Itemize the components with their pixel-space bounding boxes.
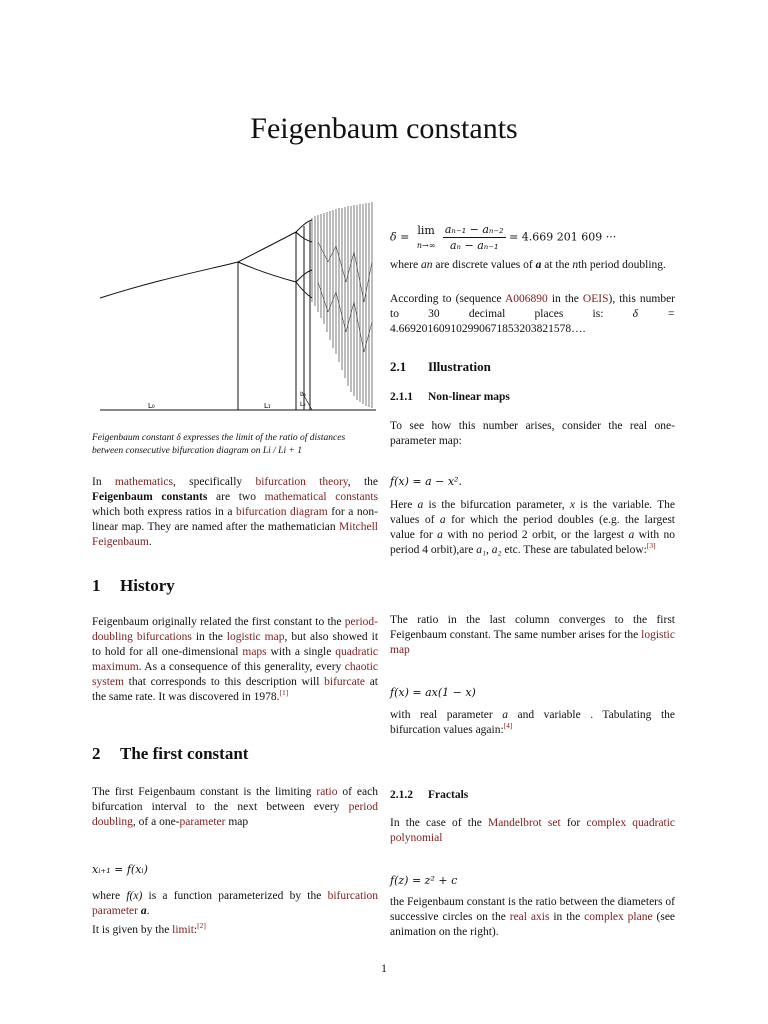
link-complex-plane[interactable]: complex plane (584, 911, 653, 923)
logistic-equation: f(x) = ax(1 − x) (390, 686, 476, 699)
link-logistic-map[interactable]: logistic map (226, 631, 285, 643)
link-ratio[interactable]: ratio (316, 786, 338, 798)
mandelbrot-paragraph: In the case of the Mandelbrot set for complex quadratic polynomial (390, 817, 676, 844)
link-a006890[interactable]: A006890 (504, 293, 548, 305)
page-number: 1 (381, 961, 387, 975)
first-constant-paragraph: The first Feigenbaum constant is the limiting ratio of each bifurcation interval to the next between every period doubling, of a one-parameter map (92, 786, 378, 828)
link-bifurcation-parameter[interactable]: bifurcation parameter (92, 890, 379, 917)
link-bifurcate[interactable]: bifurcate (324, 676, 365, 688)
link-limit[interactable]: limit (172, 924, 194, 936)
link-parameter[interactable]: parameter (179, 816, 226, 828)
link-bifurcation-diagram[interactable]: bifurcation diagram (236, 506, 328, 518)
link-real-axis[interactable]: real axis (509, 911, 550, 923)
label-l3: L₃ (300, 391, 306, 398)
where-f-paragraph: where f(x) is a function parameterized by the bifurcation parameter a. (92, 890, 379, 917)
complex-equation: f(z) = z² + c (390, 874, 458, 887)
link-maps[interactable]: maps (242, 646, 267, 658)
with-real-parameter-paragraph: with real parameter a and variable . Tabulating the bifurcation values again:[4] (390, 709, 675, 736)
limit-paragraph: It is given by the limit:[2] (92, 921, 206, 936)
bold-term: Feigenbaum constants (92, 491, 208, 503)
history-paragraph: Feigenbaum originally related the first constant to the period-doubling bifurcations in the logistic map, but also showed it to hold for all one-dimensional maps with a single quadratic maximum. As a consequence of this generality, every chaotic system that corresponds to this description will bifurcate at the same rate. It was discovered in 1978.[1] (92, 616, 379, 703)
here-a-paragraph: Here a is the bifurcation parameter, x is the variable. The values of a for which the period doubles (e.g. the largest value for a with no period 2 orbit, or the largest a with no period 4 orbit),are a₁, a₂ etc. These are tabulated below:[3] (390, 499, 676, 556)
ref-2[interactable]: [2] (197, 921, 206, 931)
link-period-doubling[interactable]: period doubling (92, 801, 378, 828)
link-quadratic-maximum[interactable]: quadratic maximum (92, 646, 379, 673)
bifurcation-diagram (96, 202, 380, 420)
iteration-equation: xᵢ₊₁ = f(xᵢ) (92, 863, 148, 876)
ratio-paragraph: The ratio in the last column converges to the first Feigenbaum constant. The same number arises for the logistic map (390, 614, 675, 656)
ref-3[interactable]: [3] (646, 541, 656, 551)
delta-formula: δ = lim n→∞ $\frac{\text{aₙ₋₁ − aₙ₋₂}}{\text{aₙ − aₙ₋₁}}$ = 4.669 201 609 ··· (390, 223, 617, 252)
fractals-heading: 2.1.2 Fractals (390, 789, 469, 801)
link-oeis[interactable]: OEIS (582, 293, 609, 305)
label-l1: L₁ (264, 402, 271, 410)
map-equation: f(x) = a − x². (390, 475, 462, 488)
nonlinear-maps-heading: 2.1.1 Non-linear maps (390, 391, 510, 403)
link-period-doubling-bifurcations[interactable]: period-doubling bifurcations (92, 616, 378, 643)
link-mandelbrot-set[interactable]: Mandelbrot set (488, 817, 561, 829)
ref-4[interactable]: [4] (503, 721, 513, 731)
link-mathematical-constants[interactable]: mathematical constants (264, 491, 379, 503)
link-mitchell-feigenbaum[interactable]: Mitchell Feigenbaum (92, 521, 378, 548)
according-paragraph: According to (sequence A006890 in the OEIS), this number to 30 decimal places is: δ = 4.669201609102990671853203821578…. (390, 293, 676, 335)
ref-1[interactable]: [1] (279, 688, 289, 698)
illustration-heading: 2.1 Illustration (390, 359, 491, 374)
link-chaotic-system[interactable]: chaotic system (92, 661, 378, 688)
feigenbaum-ratio-paragraph: the Feigenbaum constant is the ratio between the diameters of successive circles on the real axis in the complex plane (see animation on the right). (390, 896, 676, 938)
first-constant-heading: 2 The first constant (92, 744, 249, 763)
consider-paragraph: To see how this number arises, consider the real one-parameter map: (390, 420, 675, 447)
where-an-paragraph: where an are discrete values of a at the nth period doubling. (390, 259, 666, 271)
link-mathematics[interactable]: mathematics (114, 476, 173, 488)
link-bifurcation-theory[interactable]: bifurcation theory (255, 476, 348, 488)
intro-paragraph: In mathematics, specifically bifurcation theory, the Feigenbaum constants are two mathematical constants which both express ratios in a bifurcation diagram for a non-linear map. They are named after the mathematician Mitchell Feigenbaum. (92, 476, 379, 548)
label-l2: L₂ (300, 401, 306, 408)
history-heading: 1 History (92, 576, 175, 595)
link-complex-quadratic-polynomial[interactable]: complex quadratic polynomial (390, 817, 676, 844)
link-logistic-map-2[interactable]: logistic map (390, 629, 675, 656)
label-l0: L₀ (148, 402, 155, 410)
page-title: Feigenbaum constants (250, 112, 518, 145)
figure-caption: Feigenbaum constant δ expresses the limit of the ratio of distances between consecutive bifurcation diagram on Li / Li + 1 (92, 433, 346, 456)
